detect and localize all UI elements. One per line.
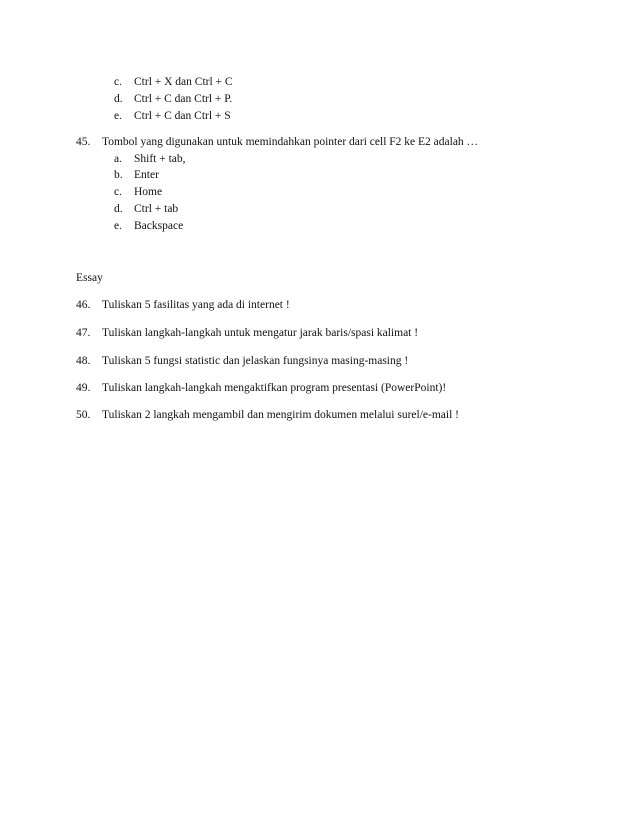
essay-heading: Essay: [76, 272, 103, 284]
essay-question-47-text: Tuliskan langkah-langkah untuk mengatur jarak baris/spasi kalimat !: [102, 327, 419, 339]
essay-question-50-number: 50.: [76, 409, 91, 421]
q44-option-e-text: Ctrl + C dan Ctrl + S: [134, 110, 231, 122]
essay-question-46-number: 46.: [76, 299, 91, 311]
essay-question-50-text: Tuliskan 2 langkah mengambil dan mengirim dokumen melalui surel/e-mail !: [102, 409, 459, 421]
q45-option-c-label: c.: [114, 186, 122, 198]
essay-question-48-number: 48.: [76, 355, 91, 367]
essay-question-46-text: Tuliskan 5 fasilitas yang ada di internet !: [102, 299, 290, 311]
q45-option-a-text: Shift + tab,: [134, 153, 186, 165]
essay-question-48-text: Tuliskan 5 fungsi statistic dan jelaskan fungsinya masing-masing !: [102, 355, 409, 367]
q45-option-b-text: Enter: [134, 169, 159, 181]
question-45-number: 45.: [76, 136, 91, 148]
q45-option-d-label: d.: [114, 203, 123, 215]
question-45-text: Tombol yang digunakan untuk memindahkan pointer dari cell F2 ke E2 adalah …: [102, 136, 479, 148]
q44-option-c-label: c.: [114, 76, 122, 88]
q44-option-c-text: Ctrl + X dan Ctrl + C: [134, 76, 233, 88]
essay-question-47-number: 47.: [76, 327, 91, 339]
essay-question-49-text: Tuliskan langkah-langkah mengaktifkan program presentasi (PowerPoint)!: [102, 382, 447, 394]
q45-option-d-text: Ctrl + tab: [134, 203, 179, 215]
q45-option-a-label: a.: [114, 153, 122, 165]
q44-option-d-label: d.: [114, 93, 123, 105]
q44-option-e-label: e.: [114, 110, 122, 122]
q45-option-e-label: e.: [114, 220, 122, 232]
q45-option-c-text: Home: [134, 186, 163, 198]
essay-question-49-number: 49.: [76, 382, 91, 394]
q45-option-e-text: Backspace: [134, 220, 184, 232]
q44-option-d-text: Ctrl + C dan Ctrl + P.: [134, 93, 233, 105]
q45-option-b-label: b.: [114, 169, 123, 181]
